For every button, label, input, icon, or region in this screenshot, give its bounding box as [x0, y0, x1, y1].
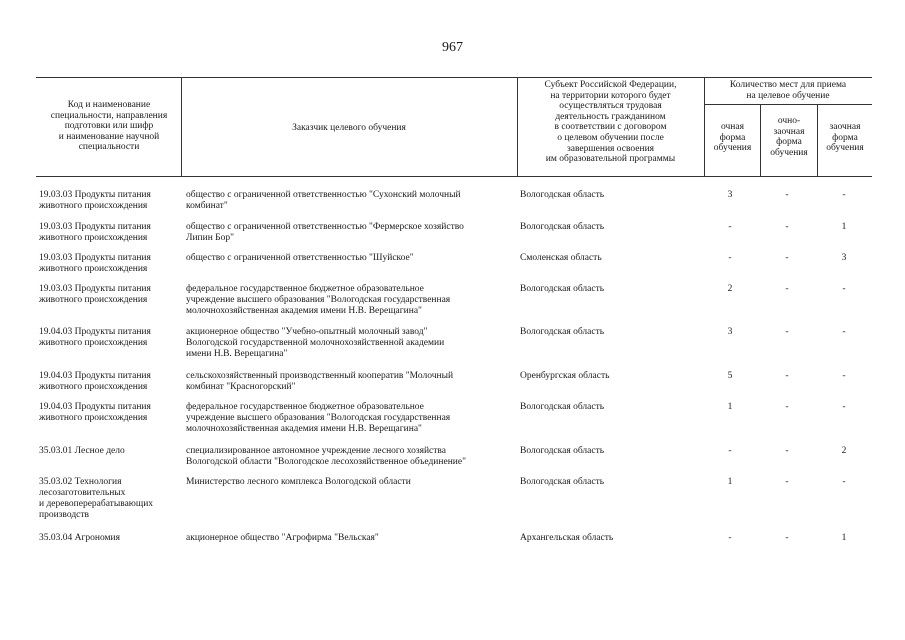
specialty-cell: 19.03.03 Продукты питания животного происхождения — [39, 222, 151, 243]
customer-cell: акционерное общество "Агрофирма "Вельская" — [186, 533, 379, 543]
customer-cell: специализированное автономное учреждение лесного хозяйства Вологодской области "Вологодское лесохозяйственное объединение" — [186, 446, 466, 467]
parttime-count: - — [785, 327, 789, 337]
parttime-count: - — [785, 284, 789, 294]
parttime-count: - — [785, 371, 789, 381]
specialty-cell: 19.03.03 Продукты питания животного происхождения — [39, 284, 151, 305]
header-code: Код и наименование специальности, направления подготовки или шифр и наименование научной специальности — [50, 100, 168, 153]
specialty-cell: 19.04.03 Продукты питания животного происхождения — [39, 327, 151, 348]
parttime-count: - — [785, 477, 789, 487]
distance-count: 1 — [841, 533, 847, 543]
parttime-count: - — [785, 190, 789, 200]
fulltime-count: - — [728, 222, 732, 232]
fulltime-count: - — [728, 446, 732, 456]
region-cell: Вологодская область — [520, 327, 605, 337]
specialty-cell: 35.03.04 Агрономия — [39, 533, 121, 543]
specialty-cell: 35.03.02 Технология лесозаготовительных и деревоперерабатывающих производств — [39, 477, 154, 520]
region-cell: Вологодская область — [520, 284, 605, 294]
distance-count: - — [842, 284, 846, 294]
header-customer: Заказчик целевого обучения — [292, 123, 406, 133]
header-parttime: очно- заочная форма обучения — [770, 116, 808, 158]
parttime-count: - — [785, 402, 789, 412]
customer-cell: акционерное общество "Учебно-опытный молочный завод" Вологодской государственной молочнохозяйственной академии имени Н.В. Верещагина" — [186, 327, 445, 359]
specialty-cell: 19.03.03 Продукты питания животного происхождения — [39, 253, 151, 274]
customer-cell: общество с ограниченной ответственностью "Фермерское хозяйство Липин Бор" — [186, 222, 464, 243]
page-number: 967 — [442, 40, 463, 55]
distance-count: - — [842, 477, 846, 487]
region-cell: Вологодская область — [520, 190, 605, 200]
parttime-count: - — [785, 253, 789, 263]
region-cell: Вологодская область — [520, 446, 605, 456]
distance-count: 1 — [841, 222, 847, 232]
specialty-cell: 19.04.03 Продукты питания животного происхождения — [39, 402, 151, 423]
region-cell: Вологодская область — [520, 402, 605, 412]
distance-count: - — [842, 402, 846, 412]
fulltime-count: - — [728, 533, 732, 543]
region-cell: Вологодская область — [520, 477, 605, 487]
parttime-count: - — [785, 222, 789, 232]
fulltime-count: 3 — [727, 190, 733, 200]
distance-count: - — [842, 190, 846, 200]
specialty-cell: 19.04.03 Продукты питания животного происхождения — [39, 371, 151, 392]
parttime-count: - — [785, 533, 789, 543]
customer-cell: сельскохозяйственный производственный кооператив "Молочный комбинат "Красногорский" — [186, 371, 454, 392]
fulltime-count: 1 — [727, 402, 733, 412]
customer-cell: Министерство лесного комплекса Вологодской области — [186, 477, 411, 487]
region-cell: Архангельская область — [520, 533, 614, 543]
distance-count: 3 — [841, 253, 847, 263]
quota-subheader-rule — [704, 104, 872, 105]
specialty-cell: 19.03.03 Продукты питания животного происхождения — [39, 190, 151, 211]
customer-cell: общество с ограниченной ответственностью "Шуйское" — [186, 253, 414, 263]
region-cell: Вологодская область — [520, 222, 605, 232]
region-cell: Оренбургская область — [520, 371, 610, 381]
region-cell: Смоленская область — [520, 253, 602, 263]
fulltime-count: 1 — [727, 477, 733, 487]
specialty-cell: 35.03.01 Лесное дело — [39, 446, 125, 456]
distance-count: - — [842, 327, 846, 337]
parttime-count: - — [785, 446, 789, 456]
distance-count: - — [842, 371, 846, 381]
header-top-rule — [36, 77, 872, 78]
fulltime-count: 2 — [727, 284, 733, 294]
fulltime-count: 3 — [727, 327, 733, 337]
customer-cell: общество с ограниченной ответственностью "Сухонский молочный комбинат" — [186, 190, 461, 211]
customer-cell: федеральное государственное бюджетное образовательное учреждение высшего образования "Вологодская государственная молочнохозяйственная академия имени Н.В. Верещагина" — [186, 402, 451, 434]
distance-count: 2 — [841, 446, 847, 456]
fulltime-count: - — [728, 253, 732, 263]
header-distance: заочная форма обучения — [826, 122, 864, 154]
header-quota: Количество мест для приема на целевое обучение — [729, 80, 847, 101]
customer-cell: федеральное государственное бюджетное образовательное учреждение высшего образования "Вологодская государственная молочнохозяйственная академия имени Н.В. Верещагина" — [186, 284, 451, 316]
header-region: Субъект Российской Федерации, на территории которого будет осуществляться трудовая деятельность гражданином в соответствии с договором о целевом обучении после завершения освоения им образовательной программы — [544, 80, 677, 165]
header-bottom-rule — [36, 176, 872, 177]
header-fulltime: очная форма обучения — [713, 122, 752, 154]
fulltime-count: 5 — [727, 371, 733, 381]
